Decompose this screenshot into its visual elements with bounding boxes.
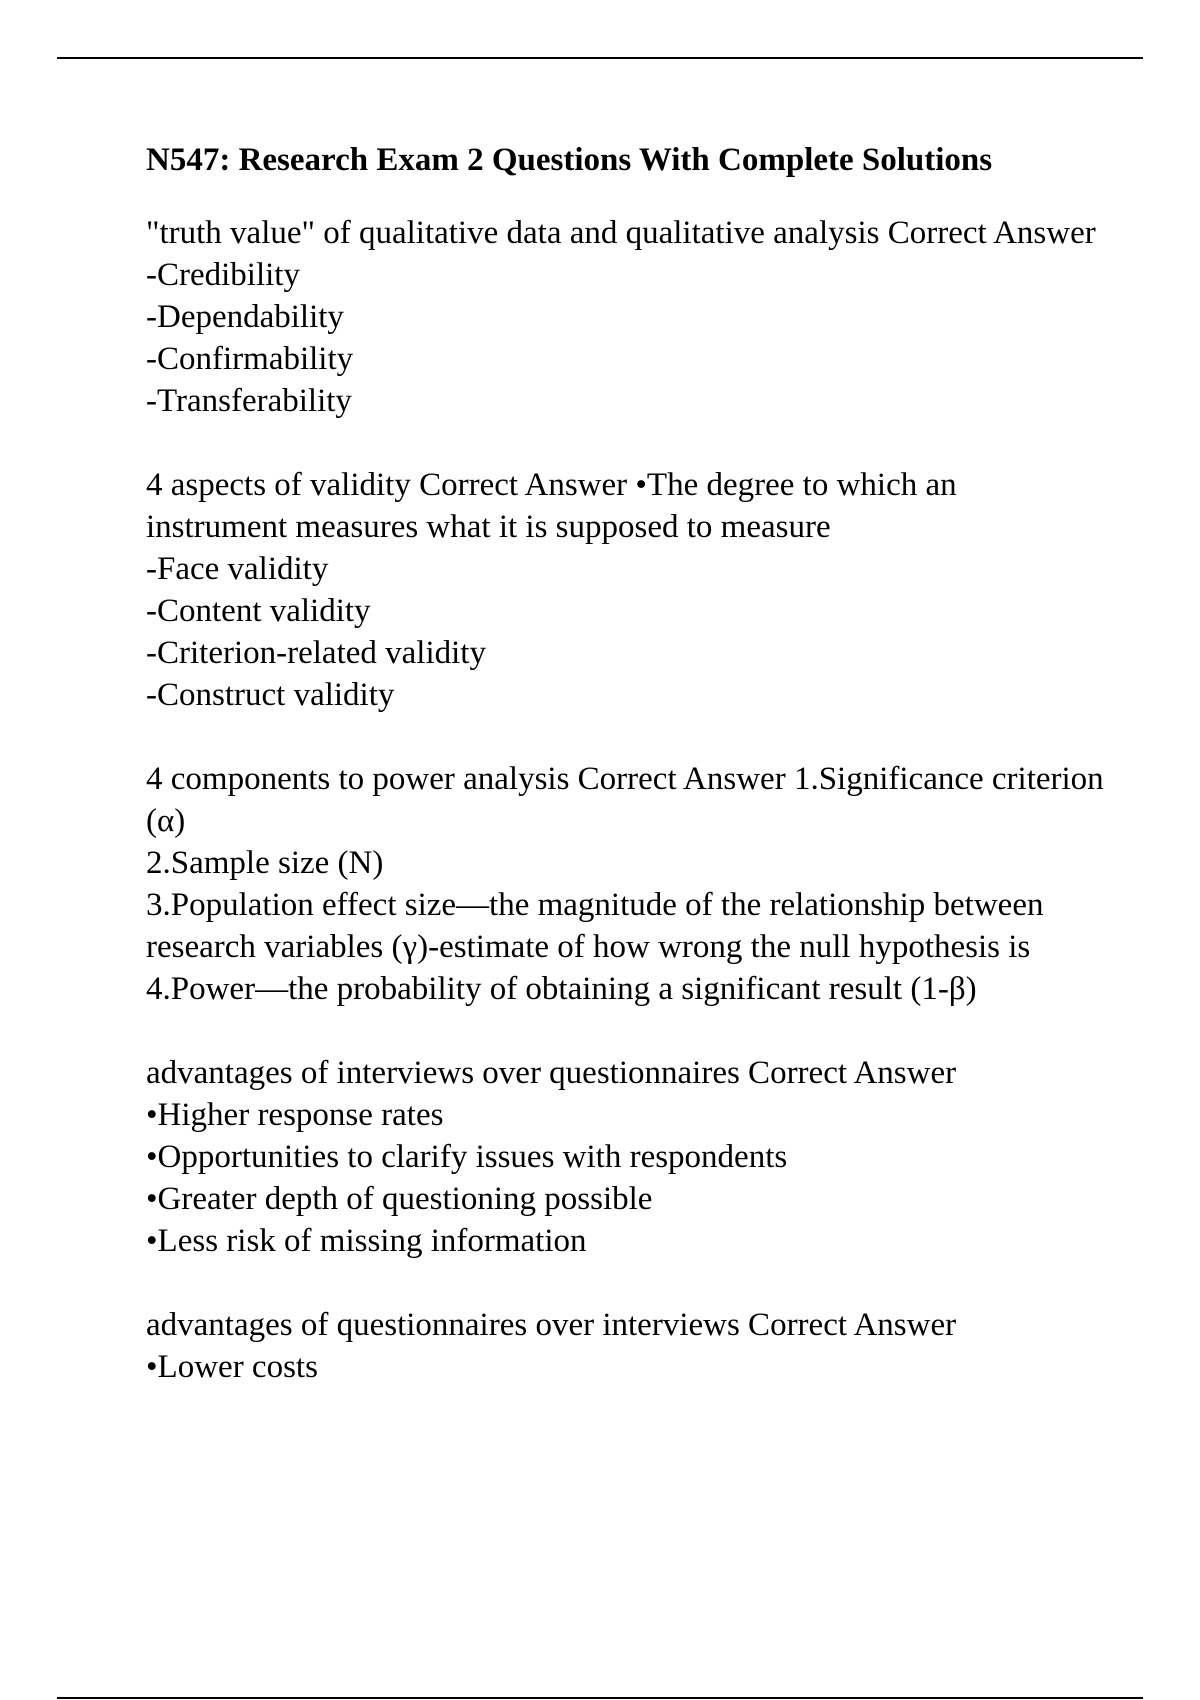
document-title: N547: Research Exam 2 Questions With Complete Solutions [146,142,993,178]
qa-item-power-analysis [146,758,1106,1010]
qa-item-questionnaires-advantages [146,1304,1106,1388]
answer-line: 4.Power—the probability of obtaining a significant result (1-β) [146,971,977,1007]
qa-item-validity [146,464,1106,716]
top-rule [57,57,1143,59]
answer-line: •Lower costs [146,1349,318,1385]
answer-line: -Content validity [146,593,371,629]
answer-line: 2.Sample size (N) [146,845,384,881]
answer-line: 3.Population effect size—the magnitude of the relationship between research variables (γ)-estimate of how wrong the null hypothesis is [146,887,1044,965]
answer-line: -Construct validity [146,677,395,713]
question-line: 4 aspects of validity Correct Answer •The degree to which an instrument measures what it is supposed to measure [146,467,957,545]
qa-item-truth-value [146,212,1106,422]
answer-line: •Greater depth of questioning possible [146,1181,653,1217]
answer-line: •Opportunities to clarify issues with respondents [146,1139,788,1175]
answer-line: •Higher response rates [146,1097,444,1133]
answer-line: -Dependability [146,299,344,335]
question-line: 4 components to power analysis Correct Answer 1.Significance criterion (α) [146,761,1104,839]
bottom-rule [57,1697,1143,1699]
document-body [146,140,1106,1430]
qa-item-interviews-advantages [146,1052,1106,1262]
answer-line: -Face validity [146,551,329,587]
answer-line: •Less risk of missing information [146,1223,587,1259]
question-line: advantages of questionnaires over interviews Correct Answer [146,1307,957,1343]
answer-line: -Criterion-related validity [146,635,486,671]
answer-line: -Confirmability [146,341,354,377]
question-line: advantages of interviews over questionnaires Correct Answer [146,1055,957,1091]
question-line: "truth value" of qualitative data and qualitative analysis Correct Answer -Credibility [146,215,1096,293]
answer-line: -Transferability [146,383,352,419]
